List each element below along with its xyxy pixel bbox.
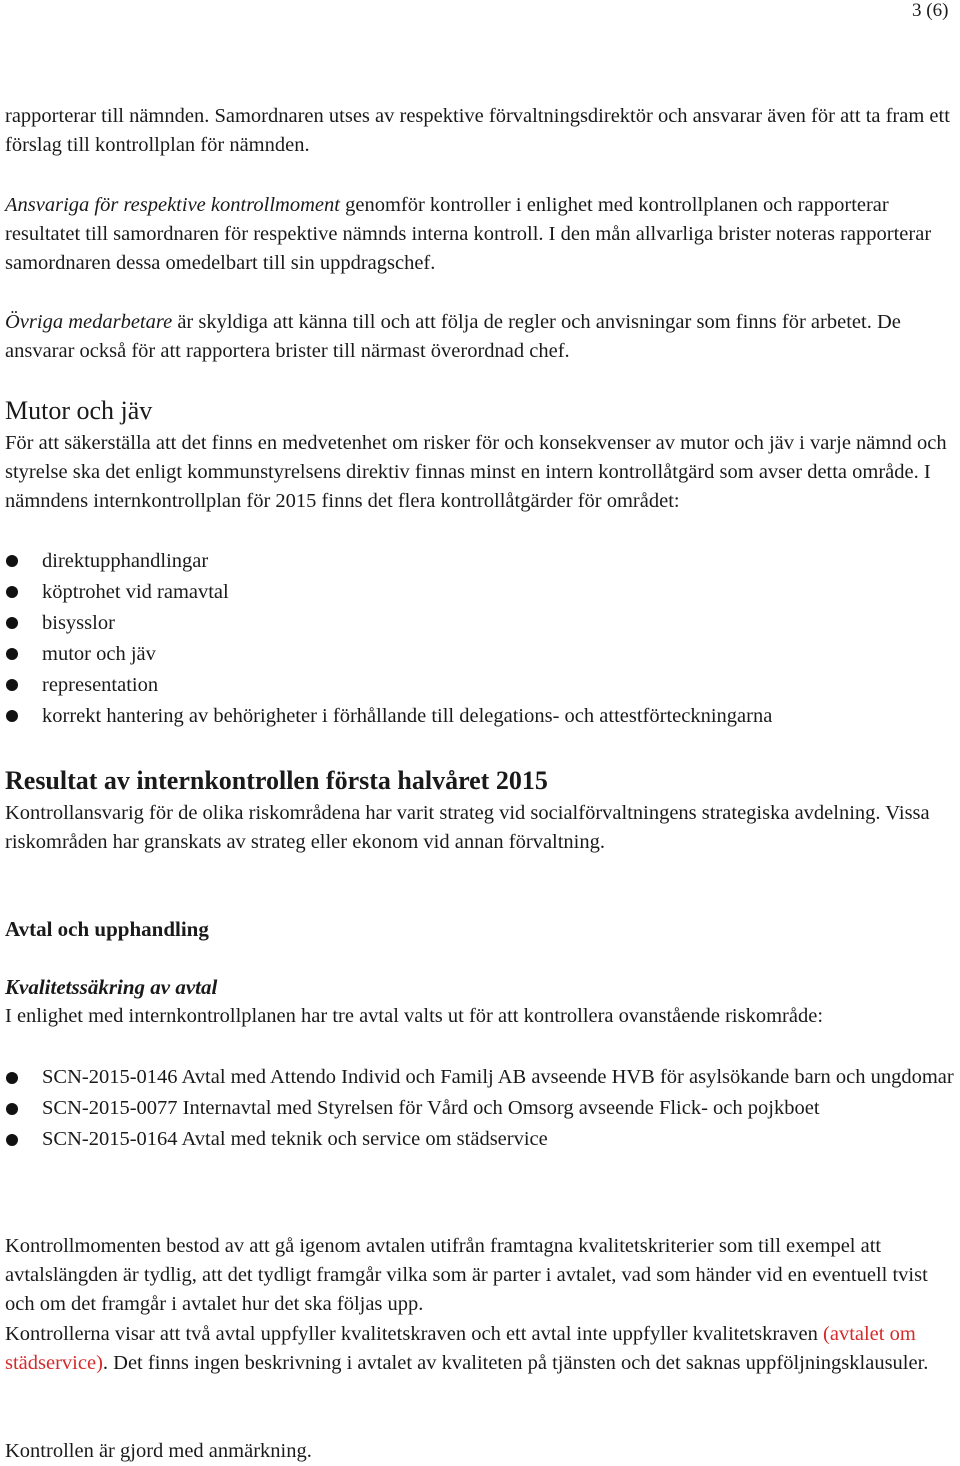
results-paragraph: Kontrollansvarig för de olika riskområdena har varit strateg vid socialförvaltningens strategiska avdelning. Vissa riskområden har granskats av strateg eller ekonom vid annan förvaltning. [5,802,930,854]
bullet-icon [6,710,18,722]
list-item: mutor och jäv [0,639,960,670]
list-item: direktupphandlingar [0,546,960,577]
responsible-text: genomför kontroller i enlighet med kontrollplanen och rapporterar resultatet till samordnaren för respektive nämnds interna kontroll. I den mån allvarliga brister noteras rapporterar samordnaren dessa omedelbart till sin uppdragschef. [5,194,932,275]
intro-paragraph: rapporterar till nämnden. Samordnaren utses av respektive förvaltningsdirektör och ansvarar även för att ta fram ett förslag till kontrollplan för nämnden. [5,105,950,157]
subheading-quality: Kvalitetssäkring av avtal [5,975,218,999]
bullet-icon [6,1103,18,1115]
responsible-label: Ansvariga för respektive kontrollmoment [5,194,340,216]
employees-text: är skyldiga att känna till och att följa de regler och anvisningar som finns för arbetet. De ansvarar också för att rapportera brister till närmast överordnad chef. [5,311,901,363]
bribery-control-list [0,546,960,732]
responsible-paragraph [5,191,960,279]
control-result-paragraph: Kontrollerna visar att två avtal uppfyller kvalitetskraven och ett avtal inte uppfyller kvalitetskraven (avtalet om städservice). Det finns ingen beskrivning i avtalet av kvaliteten på tjänsten och det saknas uppföljningsklausuler. [5,1323,929,1375]
contracts-list [0,1063,960,1156]
section-heading-contracts: Avtal och upphandling [5,917,209,941]
list-item: korrekt hantering av behörigheter i förhållande till delegations- och attestförteckningarna [0,701,960,732]
bullet-icon [6,586,18,598]
section-heading-results: Resultat av internkontrollen första halvåret 2015 [5,766,548,795]
list-item: SCN-2015-0164 Avtal med teknik och service om städservice [0,1125,960,1154]
list-item: SCN-2015-0146 Avtal med Attendo Individ och Familj AB avseende HVB för asylsökande barn och ungdomar [0,1063,960,1092]
list-item: SCN-2015-0077 Internavtal med Styrelsen för Vård och Omsorg avseende Flick- och pojkboet [0,1094,960,1123]
conclusion: Kontrollen är gjord med anmärkning. [5,1440,312,1462]
list-item: representation [0,670,960,701]
section-heading-bribery: Mutor och jäv [5,396,153,425]
list-item: bisysslor [0,608,960,639]
list-item: köptrohet vid ramavtal [0,577,960,608]
bullet-icon [6,1072,18,1084]
bullet-icon [6,1134,18,1146]
employees-label: Övriga medarbetare [5,311,173,333]
bullet-icon [6,555,18,567]
control-method-paragraph: Kontrollmomenten bestod av att gå igenom avtalen utifrån framtagna kvalitetskriterier som till exempel att avtalslängden är tydlig, att det tydligt framgår vilka som är parter i avtalet, vad som händer vid en eventuell tvist och om det framgår i avtalet hur det ska följas upp. [5,1235,928,1316]
bullet-icon [6,617,18,629]
employees-paragraph [5,308,960,366]
contracts-intro: I enlighet med internkontrollplanen har tre avtal valts ut för att kontrollera ovanstående riskområde: [5,1005,824,1027]
highlighted-contract: (avtalet om städservice) [5,1323,916,1375]
bribery-paragraph: För att säkerställa att det finns en medvetenhet om risker för och konsekvenser av mutor och jäv i varje nämnd och styrelse ska det enligt kommunstyrelsens direktiv finnas minst en intern kontrollåtgärd som avser detta område. I nämndens internkontrollplan för 2015 finns det flera kontrollåtgärder för området: [5,432,947,513]
bullet-icon [6,648,18,660]
bullet-icon [6,679,18,691]
page-number: 3 (6) [912,0,949,21]
